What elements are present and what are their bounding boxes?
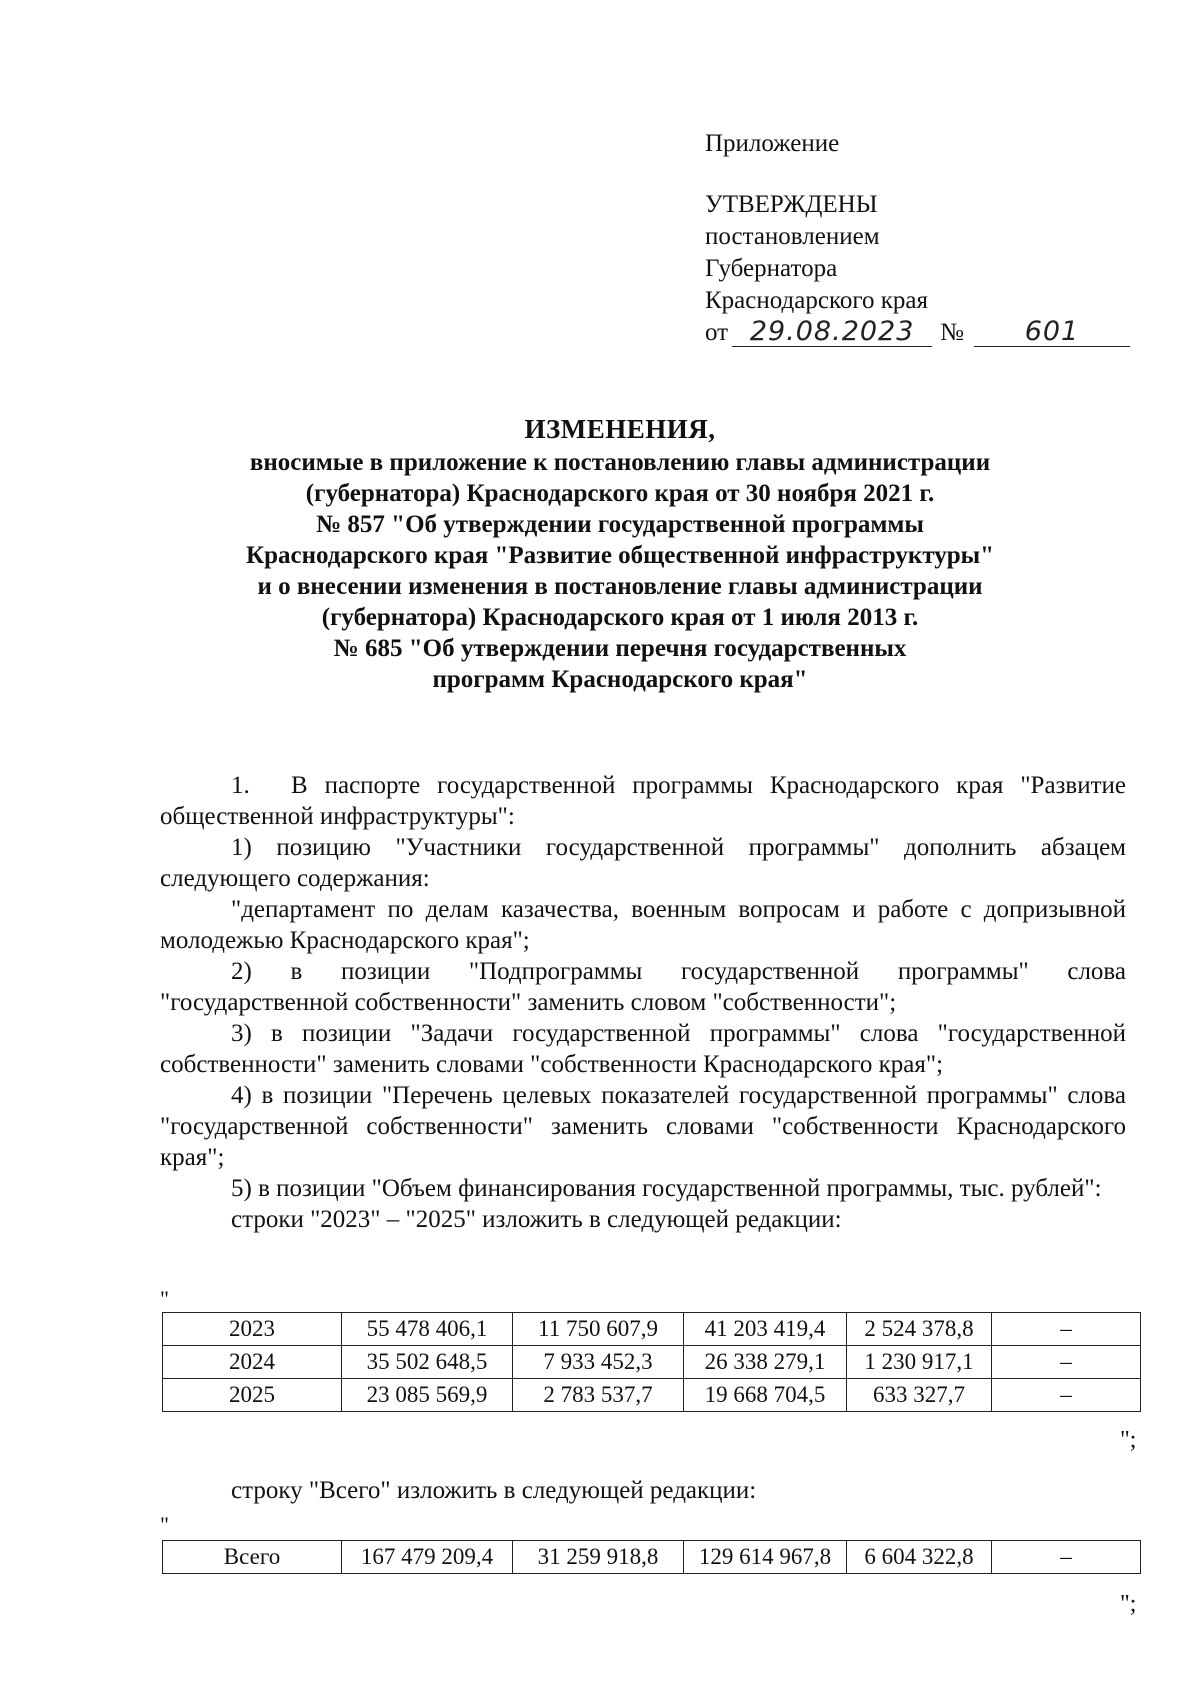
appendix-label: Приложение bbox=[705, 130, 840, 157]
heading-line-1: вносимые в приложение к постановлению главы администрации bbox=[249, 449, 991, 476]
table-open-quote: " bbox=[160, 1286, 169, 1311]
value-cell: 35 502 648,5 bbox=[342, 1346, 513, 1379]
value-cell: 55 478 406,1 bbox=[342, 1313, 513, 1346]
approved-line-2: Губернатора bbox=[705, 255, 838, 282]
approved-label: УТВЕРЖДЕНЫ bbox=[705, 191, 878, 218]
year-cell: 2024 bbox=[163, 1346, 342, 1379]
heading-line-5: и о внесении изменения в постановление главы администрации bbox=[257, 573, 983, 600]
table-row bbox=[163, 1541, 1141, 1574]
heading-title: ИЗМЕНЕНИЯ, bbox=[524, 414, 716, 444]
financing-years-table bbox=[162, 1312, 1141, 1412]
value-cell: 41 203 419,4 bbox=[684, 1313, 847, 1346]
document-body bbox=[160, 770, 1126, 1235]
year-cell: 2023 bbox=[163, 1313, 342, 1346]
paragraph-1 bbox=[160, 770, 1126, 832]
table-row bbox=[163, 1313, 1141, 1346]
paragraph-8: строки "2023" – "2025" изложить в следующей редакции: bbox=[231, 1206, 842, 1233]
date-prefix: от bbox=[705, 319, 729, 346]
table-row bbox=[163, 1379, 1141, 1412]
value-cell: 19 668 704,5 bbox=[684, 1379, 847, 1412]
value-cell: 1 230 917,1 bbox=[847, 1346, 992, 1379]
value-cell: – bbox=[992, 1541, 1141, 1574]
value-cell: 23 085 569,9 bbox=[342, 1379, 513, 1412]
heading-line-6: (губернатора) Краснодарского края от 1 июля 2013 г. bbox=[321, 604, 919, 631]
decree-number-handwritten: 601 bbox=[974, 318, 1130, 347]
value-cell: – bbox=[992, 1346, 1141, 1379]
paragraph-1-text: В паспорте государственной программы Краснодарского края "Развитие общественной инфраструктуры": bbox=[160, 772, 1126, 830]
paragraph-2: 1) позицию "Участники государственной программы" дополнить абзацем следующего содержания: bbox=[160, 834, 1126, 892]
value-cell: 129 614 967,8 bbox=[684, 1541, 847, 1574]
heading-line-2: (губернатора) Краснодарского края от 30 ноября 2021 г. bbox=[305, 480, 935, 507]
value-cell: 11 750 607,9 bbox=[513, 1313, 684, 1346]
heading-line-4: Краснодарского края "Развитие общественной инфраструктуры" bbox=[245, 542, 995, 569]
total-open-quote: " bbox=[160, 1512, 169, 1537]
paragraph-6: 4) в позиции "Перечень целевых показателей государственной программы" слова "государственной собственности" заменить словами "собственности Краснодарского края"; bbox=[160, 1082, 1126, 1171]
year-cell: 2025 bbox=[163, 1379, 342, 1412]
heading-line-7: № 685 "Об утверждении перечня государственных bbox=[333, 635, 907, 662]
paragraph-5: 3) в позиции "Задачи государственной программы" слова "государственной собственности" заменить словами "собственности Краснодарского края"; bbox=[160, 1020, 1126, 1078]
financing-total-table bbox=[162, 1540, 1141, 1574]
heading-line-3: № 857 "Об утверждении государственной программы bbox=[316, 511, 924, 538]
total-label-cell: Всего bbox=[163, 1541, 342, 1574]
paragraph-3: "департамент по делам казачества, военным вопросам и работе с допризывной молодежью Краснодарского края"; bbox=[160, 896, 1126, 954]
value-cell: – bbox=[992, 1379, 1141, 1412]
value-cell: 633 327,7 bbox=[847, 1379, 992, 1412]
table-close-quote: "; bbox=[1120, 1427, 1137, 1453]
paragraph-1-number: 1. bbox=[231, 772, 250, 799]
decree-date-handwritten: 29.08.2023 bbox=[732, 318, 932, 347]
value-cell: 2 783 537,7 bbox=[513, 1379, 684, 1412]
paragraph-9: строку "Всего" изложить в следующей редакции: bbox=[231, 1477, 757, 1504]
approved-line-3: Краснодарского края bbox=[705, 287, 928, 314]
approval-block bbox=[705, 128, 1130, 349]
value-cell: 31 259 918,8 bbox=[513, 1541, 684, 1574]
value-cell: 26 338 279,1 bbox=[684, 1346, 847, 1379]
decree-date-line bbox=[705, 317, 1130, 349]
value-cell: – bbox=[992, 1313, 1141, 1346]
heading-line-8: программ Краснодарского края" bbox=[432, 666, 808, 693]
value-cell: 7 933 452,3 bbox=[513, 1346, 684, 1379]
value-cell: 167 479 209,4 bbox=[342, 1541, 513, 1574]
paragraph-7: 5) в позиции "Объем финансирования государственной программы, тыс. рублей": bbox=[231, 1175, 1102, 1202]
document-heading bbox=[160, 414, 1080, 695]
total-close-quote: "; bbox=[1120, 1591, 1137, 1617]
paragraph-4: 2) в позиции "Подпрограммы государственной программы" слова "государственной собственности" заменить словом "собственности"; bbox=[160, 958, 1126, 1016]
value-cell: 2 524 378,8 bbox=[847, 1313, 992, 1346]
approved-line-1: постановлением bbox=[705, 223, 880, 250]
value-cell: 6 604 322,8 bbox=[847, 1541, 992, 1574]
table-row bbox=[163, 1346, 1141, 1379]
number-sign: № bbox=[940, 319, 964, 346]
